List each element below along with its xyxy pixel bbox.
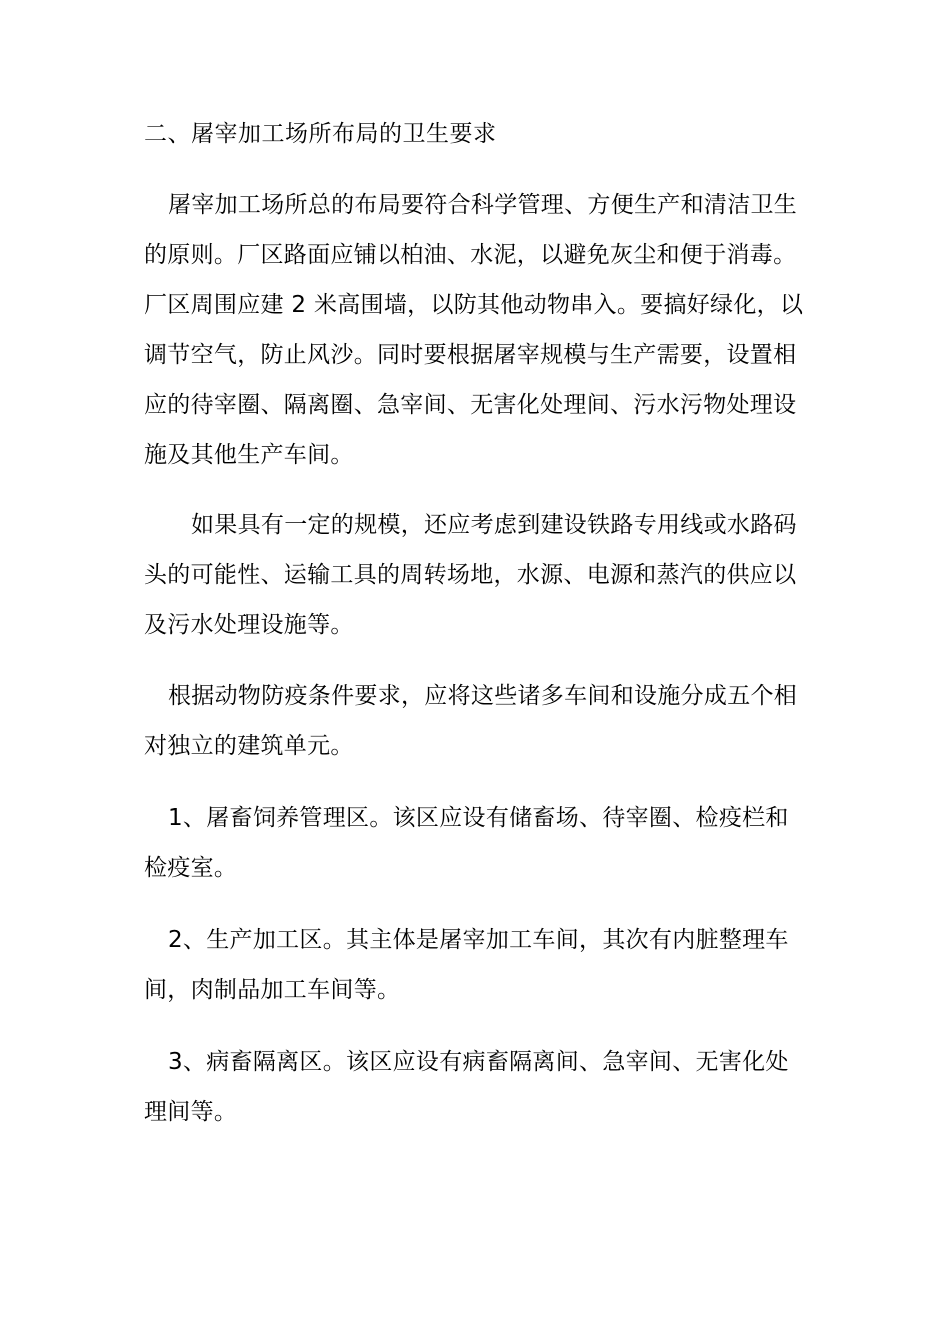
section-heading: 二、屠宰加工场所布局的卫生要求 xyxy=(144,121,497,147)
list-item-production-area: 2、生产加工区。其主体是屠宰加工车间，其次有内脏整理车间，肉制品加工车间等。 xyxy=(144,927,789,1003)
list-item-isolation-area: 3、病畜隔离区。该区应设有病畜隔离间、急宰间、无害化处理间等。 xyxy=(144,1049,789,1125)
list-item-feeding-area: 1、屠畜饲养管理区。该区应设有储畜场、待宰圈、检疫栏和检疫室。 xyxy=(144,805,789,881)
paragraph-scale-considerations: 如果具有一定的规模，还应考虑到建设铁路专用线或水路码头的可能性、运输工具的周转场地，水源、电源和蒸汽的供应以及污水处理设施等。 xyxy=(144,512,797,638)
paragraph-layout-principles: 屠宰加工场所总的布局要符合科学管理、方便生产和清洁卫生的原则。厂区路面应铺以柏油、水泥，以避免灰尘和便于消毒。厂区周围应建 2 米高围墙，以防其他动物串入。要搞好绿化，以调节空气，防止风沙。同时要根据屠宰规模与生产需要，设置相应的待宰圈、隔离圈、急宰间、无害化处理间、污水污物处理设施及其他生产车间。 xyxy=(144,192,804,468)
paragraph-five-units: 根据动物防疫条件要求，应将这些诸多车间和设施分成五个相对独立的建筑单元。 xyxy=(144,683,798,759)
